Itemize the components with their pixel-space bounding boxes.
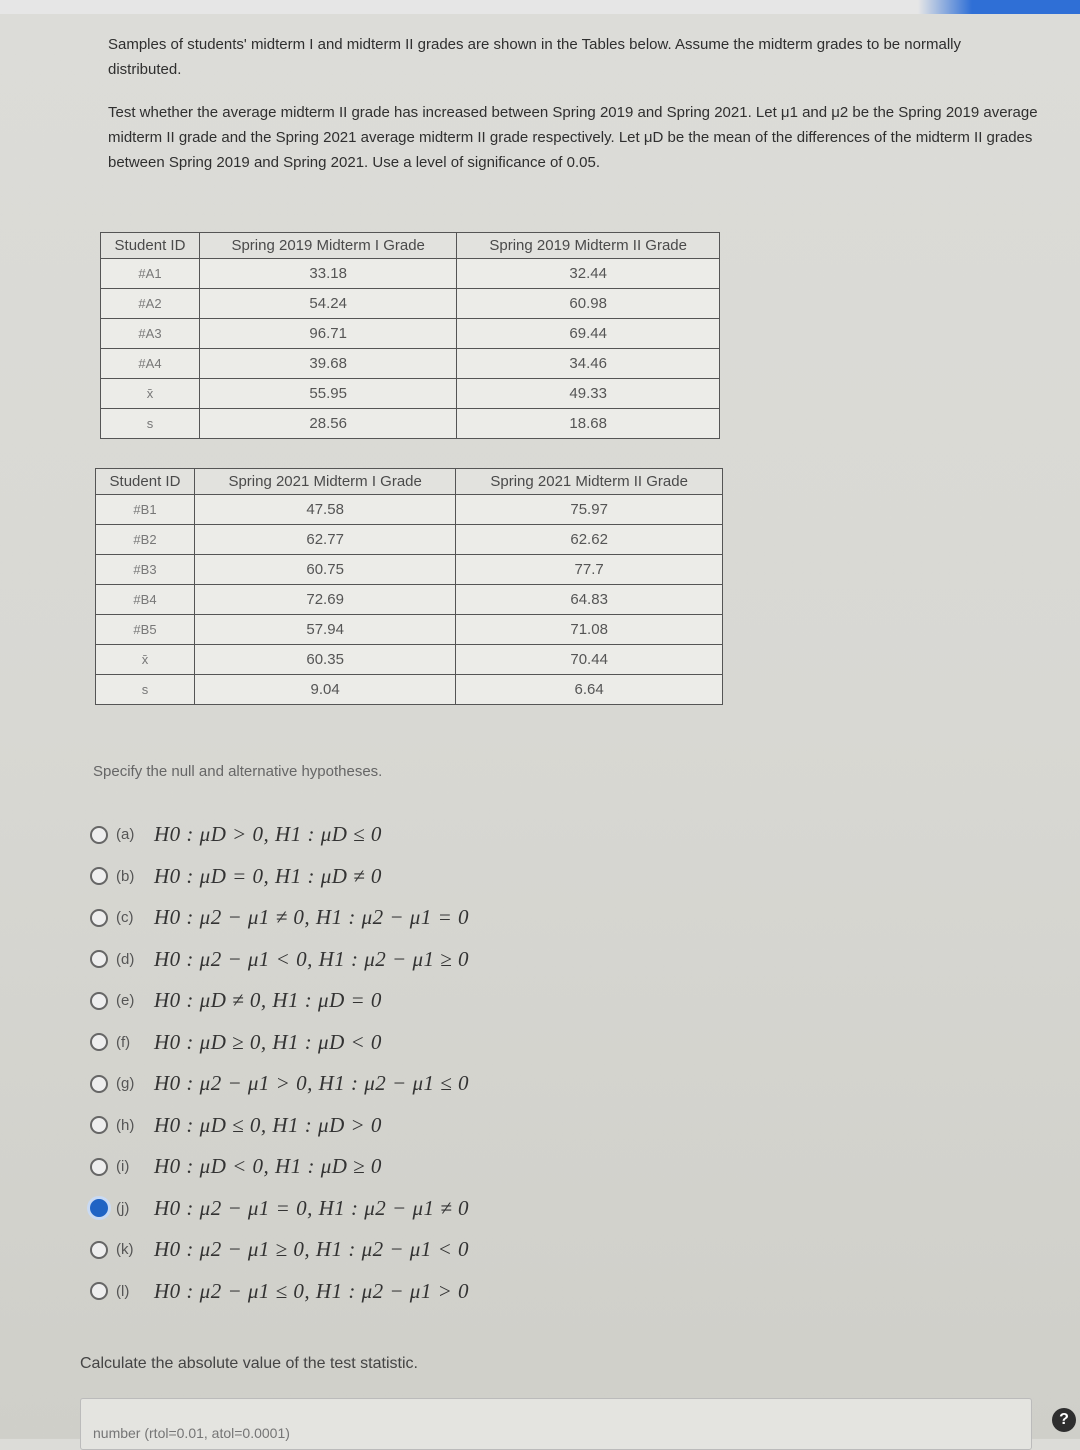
- grade-cell: 28.56: [200, 409, 457, 439]
- option-label: (a): [116, 826, 135, 844]
- hypothesis-option[interactable]: [90, 897, 710, 939]
- test-statistic-input[interactable]: [81, 1399, 1055, 1441]
- hypothesis-option[interactable]: [90, 1146, 710, 1188]
- student-id-cell: #A4: [101, 349, 200, 379]
- student-id-cell: s: [101, 409, 200, 439]
- column-header: Spring 2021 Midterm I Grade: [195, 469, 456, 495]
- hypothesis-option[interactable]: [90, 1105, 710, 1147]
- option-expression: H0 : μ2 − μ1 ≠ 0, H1 : μ2 − μ1 = 0: [154, 905, 470, 930]
- option-label: (l): [116, 1282, 130, 1300]
- intro-paragraph-2: Test whether the average midterm II grade has increased between Spring 2019 and Spring 2021. Let μ1 and μ2 be the Spring 2019 average midterm II grade and the Spring 2021 average midterm II grade respectively. Let μD be the mean of the differences of the midterm II grades between Spring 2019 and Spring 2021. Use a level of significance of 0.05.: [108, 104, 1038, 171]
- table-row: [101, 349, 720, 379]
- grade-cell: 60.75: [195, 555, 456, 585]
- option-expression: H0 : μD > 0, H1 : μD ≤ 0: [154, 822, 382, 847]
- test-statistic-prompt: Calculate the absolute value of the test statistic.: [80, 1355, 418, 1372]
- grade-cell: 49.33: [457, 379, 720, 409]
- grade-cell: 96.71: [200, 319, 457, 349]
- option-expression: H0 : μ2 − μ1 ≤ 0, H1 : μ2 − μ1 > 0: [154, 1278, 470, 1303]
- table-row: [96, 495, 723, 525]
- grade-cell: 77.7: [456, 555, 723, 585]
- grade-cell: 39.68: [200, 349, 457, 379]
- option-label: (k): [116, 1241, 134, 1259]
- hypothesis-option[interactable]: [90, 1022, 710, 1064]
- student-id-cell: #B1: [96, 495, 195, 525]
- option-expression: H0 : μD ≠ 0, H1 : μD = 0: [154, 988, 382, 1013]
- grade-cell: 69.44: [457, 319, 720, 349]
- grade-cell: 70.44: [456, 645, 723, 675]
- table-row: [101, 289, 720, 319]
- column-header: Student ID: [101, 233, 200, 259]
- table-row: [101, 379, 720, 409]
- student-id-cell: x̄: [96, 645, 195, 675]
- table-row: [96, 585, 723, 615]
- hypothesis-option[interactable]: [90, 856, 710, 898]
- table-row: [96, 675, 723, 705]
- column-header: Student ID: [96, 469, 195, 495]
- student-id-cell: #B3: [96, 555, 195, 585]
- grade-cell: 32.44: [457, 259, 720, 289]
- student-id-cell: #A3: [101, 319, 200, 349]
- option-label: (b): [116, 867, 135, 885]
- hypothesis-option[interactable]: [90, 1229, 710, 1271]
- option-label: (i): [116, 1158, 130, 1176]
- student-id-cell: #B2: [96, 525, 195, 555]
- answer-box[interactable]: [80, 1398, 1032, 1450]
- table-row: [101, 319, 720, 349]
- hypothesis-option[interactable]: [90, 939, 710, 981]
- student-id-cell: x̄: [101, 379, 200, 409]
- grade-cell: 9.04: [195, 675, 456, 705]
- hypotheses-prompt: Specify the null and alternative hypotheses.: [93, 763, 383, 780]
- grade-cell: 64.83: [456, 585, 723, 615]
- option-label: (h): [116, 1116, 135, 1134]
- grade-cell: 60.35: [195, 645, 456, 675]
- grade-cell: 75.97: [456, 495, 723, 525]
- option-label: (e): [116, 992, 135, 1010]
- table-row: [96, 645, 723, 675]
- student-id-cell: #B5: [96, 615, 195, 645]
- grade-cell: 62.62: [456, 525, 723, 555]
- option-label: (f): [116, 1033, 131, 1051]
- option-label: (g): [116, 1075, 135, 1093]
- grade-cell: 6.64: [456, 675, 723, 705]
- radio-icon[interactable]: [90, 1158, 108, 1176]
- intro-paragraph-1: Samples of students' midterm I and midterm II grades are shown in the Tables below. Assume the midterm grades to be normally distributed.: [108, 36, 961, 78]
- option-label: (d): [116, 950, 135, 968]
- table-spring-2019: [100, 232, 720, 439]
- table-row: [96, 555, 723, 585]
- option-label: (j): [116, 1199, 130, 1217]
- hypothesis-options: [90, 814, 710, 1312]
- radio-icon[interactable]: [90, 1033, 108, 1051]
- hypothesis-option[interactable]: [90, 814, 710, 856]
- grade-cell: 34.46: [457, 349, 720, 379]
- grade-cell: 33.18: [200, 259, 457, 289]
- grade-cell: 60.98: [457, 289, 720, 319]
- student-id-cell: s: [96, 675, 195, 705]
- help-icon[interactable]: ?: [1052, 1408, 1076, 1432]
- option-expression: H0 : μ2 − μ1 ≥ 0, H1 : μ2 − μ1 < 0: [154, 1237, 470, 1262]
- student-id-cell: #A1: [101, 259, 200, 289]
- option-expression: H0 : μ2 − μ1 > 0, H1 : μ2 − μ1 ≤ 0: [154, 1071, 470, 1096]
- hypothesis-option[interactable]: [90, 980, 710, 1022]
- table-row: [96, 615, 723, 645]
- option-expression: H0 : μD = 0, H1 : μD ≠ 0: [154, 863, 382, 888]
- grade-cell: 18.68: [457, 409, 720, 439]
- table-spring-2021: [95, 468, 723, 705]
- radio-icon[interactable]: [90, 950, 108, 968]
- grade-cell: 62.77: [195, 525, 456, 555]
- grade-cell: 57.94: [195, 615, 456, 645]
- grade-cell: 54.24: [200, 289, 457, 319]
- radio-selected-icon[interactable]: [90, 1199, 108, 1217]
- table-row: [101, 259, 720, 289]
- hypothesis-option[interactable]: [90, 1188, 710, 1230]
- radio-icon[interactable]: [90, 992, 108, 1010]
- radio-icon[interactable]: [90, 909, 108, 927]
- table-row: [101, 409, 720, 439]
- radio-icon[interactable]: [90, 1282, 108, 1300]
- option-label: (c): [116, 909, 134, 927]
- question-intro: [108, 32, 1038, 193]
- table-header-row: [96, 469, 723, 495]
- table-row: [96, 525, 723, 555]
- option-expression: H0 : μD ≤ 0, H1 : μD > 0: [154, 1112, 382, 1137]
- option-expression: H0 : μD ≥ 0, H1 : μD < 0: [154, 1029, 382, 1054]
- top-bar: [0, 0, 1080, 14]
- option-expression: H0 : μ2 − μ1 < 0, H1 : μ2 − μ1 ≥ 0: [154, 946, 470, 971]
- student-id-cell: #B4: [96, 585, 195, 615]
- column-header: Spring 2019 Midterm I Grade: [200, 233, 457, 259]
- grade-cell: 47.58: [195, 495, 456, 525]
- column-header: Spring 2019 Midterm II Grade: [457, 233, 720, 259]
- grade-cell: 55.95: [200, 379, 457, 409]
- hypothesis-option[interactable]: [90, 1271, 710, 1313]
- option-expression: H0 : μD < 0, H1 : μD ≥ 0: [154, 1154, 382, 1179]
- grade-cell: 71.08: [456, 615, 723, 645]
- hypothesis-option[interactable]: [90, 1063, 710, 1105]
- radio-icon[interactable]: [90, 1241, 108, 1259]
- radio-icon[interactable]: [90, 1075, 108, 1093]
- radio-icon[interactable]: [90, 826, 108, 844]
- grade-cell: 72.69: [195, 585, 456, 615]
- radio-icon[interactable]: [90, 1116, 108, 1134]
- option-expression: H0 : μ2 − μ1 = 0, H1 : μ2 − μ1 ≠ 0: [154, 1195, 470, 1220]
- student-id-cell: #A2: [101, 289, 200, 319]
- table-header-row: [101, 233, 720, 259]
- column-header: Spring 2021 Midterm II Grade: [456, 469, 723, 495]
- radio-icon[interactable]: [90, 867, 108, 885]
